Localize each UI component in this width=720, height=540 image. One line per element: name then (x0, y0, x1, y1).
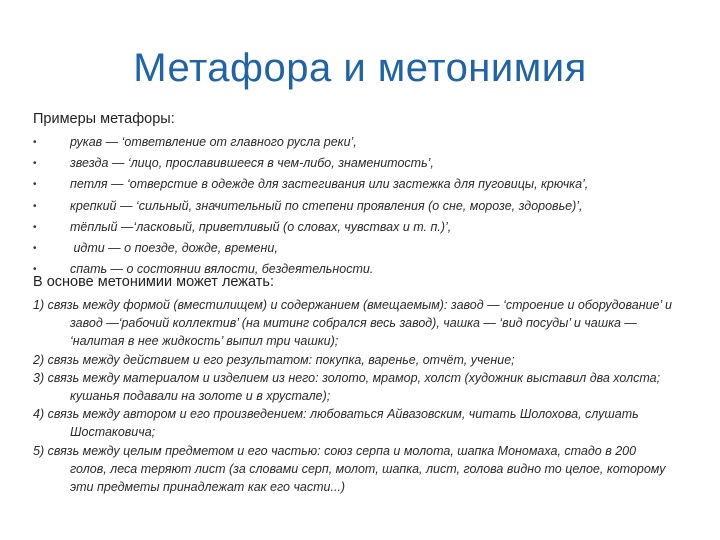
list-item (33, 196, 693, 217)
bullet-icon: • (33, 137, 37, 148)
list-item: 5) связь между целым предметом и его частью: союз серпа и молота, шапка Мономаха, стадо в 200 голов, леса теряют лист (за словами серп, молот, шапка, лист, голова видно то целое, которому эти предметы принадлежат как его части...) (33, 443, 666, 495)
slide-title: Метафора и метонимия (133, 46, 587, 90)
metonymy-list (33, 296, 673, 496)
list-item (33, 217, 693, 238)
bullet-icon: • (33, 158, 37, 170)
metaphor-examples-list (33, 132, 693, 280)
metaphor-example: идти — о поезде, дожде, времени, (70, 240, 278, 255)
metaphor-heading: Примеры метафоры: (33, 111, 175, 127)
list-item: 4) связь между автором и его произведением: любоваться Айвазовским, читать Шолохова, слушать Шостаковича; (33, 407, 639, 440)
metaphor-example: тёплый —‘ласковый, приветливый (о словах, чувствах и т. п.)’, (70, 219, 452, 234)
list-item (33, 153, 693, 174)
metaphor-example: спать — о состоянии вялости, бездеятельности. (70, 262, 374, 277)
list-item: 3) связь между материалом и изделием из него: золото, мрамор, холст (художник выставил два холста; кушанья подавали на золоте и в хрустале); (33, 370, 661, 404)
metaphor-example: крепкий — ‘сильный, значительный по степени проявления (о сне, морозе, здоровье)’, (70, 198, 583, 213)
metaphor-example: петля — ‘отверстие в одежде для застегивания или застежка для пуговицы, крючка’, (70, 177, 589, 192)
metonymy-heading: В основе метонимии может лежать: (33, 274, 274, 290)
bullet-icon: • (33, 179, 37, 191)
list-item: 1) связь между формой (вместилищем) и содержанием (вмещаемым): завод — ‘строение и оборудование’ и завод —‘рабочий коллектив’ (на митинг собрался весь завод), чашка — ‘вид посуды’ и чашка — ‘налитая в нее жидкость’ выпил три чашки); (33, 298, 673, 349)
bullet-icon: • (33, 264, 37, 276)
bullet-icon: • (33, 242, 37, 254)
list-item (33, 238, 693, 259)
metaphor-example: рукав — ‘ответвление от главного русла реки’, (70, 135, 357, 149)
bullet-icon: • (33, 200, 37, 212)
list-item: 2) связь между действием и его результатом: покупка, варенье, отчёт, учение; (33, 352, 515, 367)
list-item (33, 174, 693, 195)
list-item (33, 132, 693, 153)
metaphor-example: звезда — ‘лицо, прославившееся в чем-либо, знаменитость’, (70, 156, 434, 171)
bullet-icon: • (33, 221, 37, 233)
